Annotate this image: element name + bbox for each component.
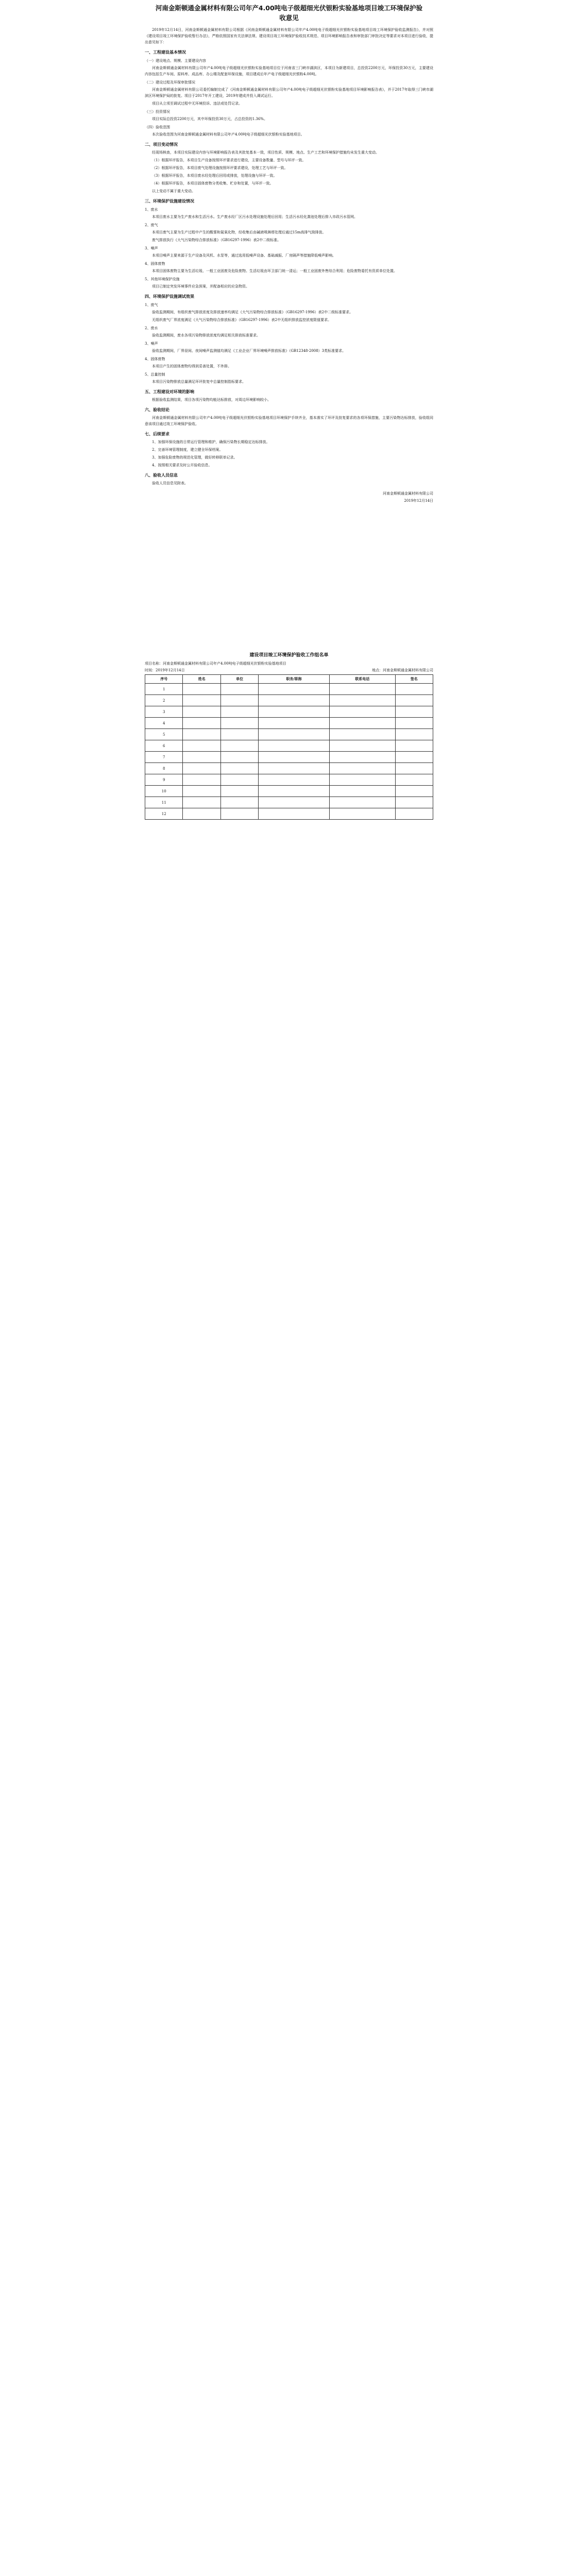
subsection-heading: 3、噪声 [145,246,158,250]
sign-table-meta-2 [145,668,433,673]
section-heading: 三、环境保护设施建设情况 [145,199,194,204]
table-cell: 4 [145,718,183,729]
table-cell [395,729,433,740]
body-paragraph: 本项目废水主要为生产废水和生活污水。生产废水经厂区污水处理设施处理后回用；生活污水经化粪池处理后排入市政污水管网。 [152,215,358,219]
subsection-heading: 1、废气 [145,303,158,307]
table-cell [329,797,395,808]
body-paragraph: 验收监测期间，废水各项污染物排放浓度均满足相关排放标准要求。 [152,333,260,337]
body-paragraph: （3）根据环评报告，本项目废水经处理后回用或排放，处理设施与环评一致。 [152,174,277,178]
sign-table-column-header: 职务/职称 [259,675,330,684]
body-paragraph: 本项目污染物排放总量满足环评批复中总量控制指标要求。 [152,380,246,384]
body-paragraph: （1）根据环评报告，本项目生产设备按照环评要求进行建设，主要设备数量、型号与环评一致。 [152,158,306,162]
body-paragraph: 2、完善环境管理制度，建立健全环保档案。 [152,448,223,452]
table-cell [220,706,258,718]
table-cell [220,808,258,820]
body-paragraph: 3、加强危险废物的规范化管理，做好转移联单记录。 [152,455,237,460]
subsection-heading: 5、总量控制 [145,372,165,377]
sign-table [145,674,433,820]
table-cell [329,706,395,718]
sign-table-location: 地点：河南金斯顿通金属材料有限公司 [372,668,433,672]
table-cell [220,752,258,763]
table-cell [329,729,395,740]
document-title: 河南金斯顿通金属材料有限公司年产4.00吨电子级超细光伏银粉实验基地项目竣工环境保护验收意见 [155,4,423,22]
table-cell [183,808,220,820]
body-paragraph: 验收人员信息见附表。 [152,481,188,485]
section-heading: 一、工程建设基本情况 [145,50,186,55]
page-break [0,505,578,639]
table-cell [183,774,220,786]
table-cell [329,740,395,752]
subsection-heading: 1、废水 [145,208,158,212]
section-heading: 七、后续要求 [145,432,169,436]
subsection-heading: 3、噪声 [145,342,158,346]
body-paragraph: 本项目产生的固体废物均得到妥善处置，不外排。 [152,364,231,368]
sign-table-section [145,651,433,820]
table-cell [395,786,433,797]
table-cell: 10 [145,786,183,797]
table-row [145,718,433,729]
table-cell [395,763,433,774]
subsection-heading: （三）投资情况 [145,110,170,114]
table-cell [329,774,395,786]
table-cell: 1 [145,684,183,695]
table-cell [259,752,330,763]
sign-table-column-header: 签名 [395,675,433,684]
table-cell [395,752,433,763]
body-paragraph: （4）根据环评报告，本项目固体废物分类收集、贮存和处置，与环评一致。 [152,181,274,185]
sign-table-project: 项目名称：河南金斯顿通金属材料有限公司年产4.00吨电子级超细光伏银粉实验基地项目 [145,662,286,666]
subsection-heading: 2、废水 [145,326,158,330]
table-cell [329,786,395,797]
table-cell [220,695,258,706]
sign-table-meta [145,661,433,666]
body-paragraph: 本次验收范围为河南金斯顿通金属材料有限公司年产4.00吨电子级超细光伏银粉实验基地项目。 [152,132,304,137]
table-cell [183,786,220,797]
table-row [145,695,433,706]
table-cell [259,797,330,808]
table-cell [329,808,395,820]
bottom-space [0,820,578,825]
body-paragraph: 本项目噪声主要来源于生产设备及风机、水泵等，通过选用低噪声设备、基础减振、厂房隔声等措施降低噪声影响。 [152,253,336,258]
table-cell [395,774,433,786]
subsection-heading: 5、其他环境保护设施 [145,277,180,281]
table-row [145,786,433,797]
table-cell: 9 [145,774,183,786]
table-cell: 7 [145,752,183,763]
table-cell [395,797,433,808]
sign-table-column-header: 序号 [145,675,183,684]
body-paragraph: 验收监测期间，有组织废气排放浓度及排放速率均满足《大气污染物综合排放标准》（GB16297-1996）表2中二级标准要求。 [152,310,353,314]
section-heading: 六、验收结论 [145,408,169,412]
table-cell [183,718,220,729]
intro-paragraph: 2019年12月14日，河南金斯顿通金属材料有限公司根据《河南金斯顿通金属材料有限公司年产4.00吨电子级超细光伏银粉实验基地项目竣工环境保护验收监测报告》，并对照《建设项目竣工环境保护验收暂行办法》，严格依照国家有关法律法规、建设项目竣工环境保护验收技术规范、项目环境影响报告表和审批部门审批决定等要求对本项目进行验收，提出意见如下： [145,28,433,44]
table-cell: 12 [145,808,183,820]
body-paragraph: 项目从立项至调试过程中无环境投诉、违法或处罚记录。 [152,101,242,106]
section-heading: 五、工程建设对环境的影响 [145,389,194,394]
sign-table-column-header: 姓名 [183,675,220,684]
table-cell [259,706,330,718]
table-cell [329,718,395,729]
body-paragraph: 本项目固体废物主要为生活垃圾、一般工业固废及危险废物。生活垃圾由环卫部门统一清运；一般工业固废外售综合利用；危险废物委托有资质单位处置。 [152,269,397,273]
table-cell [220,718,258,729]
sign-table-title: 建设项目竣工环境保护验收工作组名单 [249,653,329,658]
body-paragraph: 1、加强环保设施的日常运行管理和维护，确保污染物长期稳定达标排放。 [152,440,270,444]
table-cell: 6 [145,740,183,752]
body-paragraph: 河南金斯顿通金属材料有限公司年产4.00吨电子级超细光伏银粉实验基地项目位于河南省三门峡市湖滨区，本项目为新建项目，总投资2200万元，环保投资30万元，主要建设内容包括生产车间、原料库、成品库、办公楼及配套环保设施，项目建成后年产电子级超细光伏银粉4.00吨。 [145,66,433,76]
subsection-heading: （一）建设地点、规模、主要建设内容 [145,59,206,63]
table-cell [183,763,220,774]
table-cell [259,786,330,797]
table-cell [259,763,330,774]
sign-table-body [145,684,433,820]
table-cell [183,740,220,752]
table-cell: 8 [145,763,183,774]
table-cell [395,740,433,752]
table-row [145,729,433,740]
document-sheet [145,0,433,504]
table-cell [329,752,395,763]
table-cell: 3 [145,706,183,718]
section-heading: 二、项目变动情况 [145,142,178,147]
body-paragraph: 项目实际总投资2200万元，其中环保投资30万元，占总投资的1.36%。 [152,117,267,121]
table-cell [259,774,330,786]
subsection-heading: 4、固体废物 [145,262,165,266]
table-cell [259,808,330,820]
table-row [145,808,433,820]
table-cell [329,684,395,695]
table-cell [329,695,395,706]
body-paragraph: 验收监测期间，厂界昼间、夜间噪声监测值均满足《工业企业厂界环境噪声排放标准》（GB12348-2008）3类标准要求。 [152,349,346,353]
table-cell [220,786,258,797]
table-cell [259,695,330,706]
section-heading: 八、验收人员信息 [145,473,178,478]
body-paragraph: 4、按照相关要求及时公开验收信息。 [152,463,212,467]
table-cell: 2 [145,695,183,706]
table-cell [259,729,330,740]
table-cell [183,752,220,763]
table-row [145,684,433,695]
signature-block [145,490,433,504]
document-page [0,0,578,825]
table-row [145,774,433,786]
body-paragraph: 以上变动不属于重大变动。 [152,189,195,193]
table-cell [395,706,433,718]
table-cell: 11 [145,797,183,808]
table-cell [259,718,330,729]
subsection-heading: （二）建设过程及环保审批情况 [145,80,195,84]
table-cell [183,706,220,718]
table-cell [220,729,258,740]
body-paragraph: 经现场核查，本项目实际建设内容与环境影响报告表及其批复基本一致，项目性质、规模、地点、生产工艺和环境保护措施均未发生重大变动。 [152,150,379,155]
sign-table-column-header: 联系电话 [329,675,395,684]
body-paragraph: 本项目废气主要为生产过程中产生的酸雾和氮氧化物，经收集后由碱液喷淋塔处理后通过15m高排气筒排放。 [152,230,326,234]
table-row [145,706,433,718]
table-cell [259,740,330,752]
table-cell [329,763,395,774]
table-cell [220,797,258,808]
table-cell [220,774,258,786]
sign-table-header-row [145,675,433,684]
body-paragraph: 项目已制定突发环境事件应急预案，并配备相应的应急物资。 [152,284,249,289]
table-cell [183,797,220,808]
sign-table-date: 时间：2019年12月14日 [145,668,185,672]
subsection-heading: 4、固体废物 [145,357,165,361]
sections-container [145,49,433,486]
body-paragraph: 河南金斯顿通金属材料有限公司委托编制完成了《河南金斯顿通金属材料有限公司年产4.00吨电子级超细光伏银粉实验基地项目环境影响报告表》，并于2017年取得三门峡市湖滨区环境保护局的批复。项目于2017年开工建设，2019年建成并投入调试运行。 [145,88,433,98]
table-row [145,752,433,763]
sign-table-column-header: 单位 [220,675,258,684]
table-cell [183,695,220,706]
body-paragraph: （2）根据环评报告，本项目废气处理设施按照环评要求建设，处理工艺与环评一致。 [152,166,288,170]
table-cell [395,718,433,729]
table-row [145,740,433,752]
body-paragraph: 根据验收监测结果，项目各项污染物均能达标排放，对周边环境影响较小。 [152,398,271,402]
signature-company: 河南金斯顿通金属材料有限公司 [383,492,433,496]
body-paragraph: 无组织废气厂界浓度满足《大气污染物综合排放标准》（GB16297-1996）表2中无组织排放监控浓度限值要求。 [152,318,332,322]
table-row [145,763,433,774]
table-cell [183,684,220,695]
table-cell: 5 [145,729,183,740]
table-cell [220,684,258,695]
table-cell [395,808,433,820]
table-cell [220,740,258,752]
body-paragraph: 废气排放执行《大气污染物综合排放标准》（GB16297-1996）表2中二级标准。 [152,238,281,242]
subsection-heading: 2、废气 [145,223,158,227]
table-cell [395,695,433,706]
signature-date: 2019年12月14日 [404,499,433,503]
table-cell [259,684,330,695]
body-paragraph: 河南金斯顿通金属材料有限公司年产4.00吨电子级超细光伏银粉实验基地项目环境保护手续齐全，基本落实了环评及批复要求的各项环保措施，主要污染物达标排放，验收组同意该项目通过竣工环境保护验收。 [145,416,433,426]
section-heading: 四、环境保护设施调试效果 [145,294,194,299]
table-cell [220,763,258,774]
table-cell [395,684,433,695]
subsection-heading: （四）验收范围 [145,125,170,129]
table-cell [183,729,220,740]
table-row [145,797,433,808]
